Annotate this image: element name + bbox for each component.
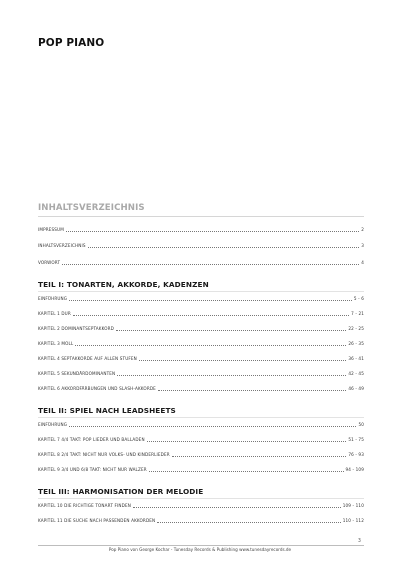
toc-entry-label: IMPRESSUM (38, 228, 64, 233)
part-heading-rule (38, 417, 364, 418)
toc-entry-page: 3 (361, 244, 364, 249)
toc-entry[interactable] (38, 323, 364, 332)
toc-entry-page: 26 - 35 (348, 342, 364, 347)
toc-entry[interactable] (38, 515, 364, 524)
toc-entry-label: EINFÜHRUNG (38, 297, 68, 302)
toc-heading: INHALTSVERZEICHNIS (38, 203, 145, 213)
footer-rule (38, 545, 364, 546)
toc-entry[interactable] (38, 240, 364, 249)
toc-entry[interactable] (38, 338, 364, 347)
leader-dots (147, 441, 347, 442)
toc-entry-label: KAPITEL 10 DIE RICHTIGE TONART FINDEN (38, 504, 131, 509)
toc-entry-page: 76 - 93 (348, 453, 364, 458)
toc-entry[interactable] (38, 257, 364, 266)
toc-entry-page: 22 - 25 (348, 327, 364, 332)
part-heading: TEIL III: HARMONISATION DER MELODIE (38, 487, 204, 496)
toc-entry-label: INHALTSVERZEICHNIS (38, 244, 86, 249)
leader-dots (88, 247, 360, 248)
leader-dots (117, 375, 346, 376)
toc-entry-label: KAPITEL 4 SEPTAKKORDE AUF ALLEN STUFEN (38, 357, 137, 362)
toc-entry[interactable] (38, 224, 364, 233)
leader-dots (149, 471, 344, 472)
leader-dots (158, 390, 346, 391)
toc-entry-label: KAPITEL 5 SEKUNDÄRDOMINANTEN (38, 372, 116, 377)
toc-entry[interactable] (38, 383, 364, 392)
toc-entry[interactable] (38, 434, 364, 443)
leader-dots (139, 360, 346, 361)
toc-entry-label: EINFÜHRUNG (38, 423, 68, 428)
toc-entry-page: 50 (358, 423, 364, 428)
toc-entry-label: KAPITEL 3 MOLL (38, 342, 74, 347)
toc-entry-label: VORWORT (38, 261, 61, 266)
part-heading: TEIL II: SPIEL NACH LEADSHEETS (38, 406, 176, 415)
page-number: 3 (358, 538, 361, 544)
leader-dots (69, 300, 352, 301)
leader-dots (172, 456, 347, 457)
part-heading-rule (38, 498, 364, 499)
leader-dots (69, 426, 356, 427)
toc-entry[interactable] (38, 353, 364, 362)
toc-entry-label: KAPITEL 2 DOMINANTSEPTAKKORD (38, 327, 114, 332)
leader-dots (133, 507, 341, 508)
toc-entry[interactable] (38, 419, 364, 428)
toc-entry-page: 2 (361, 228, 364, 233)
footer-credit: Pop Piano von George Kochar - Tunesday Records & Publishing www.tunesdayrecords.de (108, 548, 292, 553)
toc-entry-label: KAPITEL 1 DUR (38, 312, 71, 317)
toc-entry[interactable] (38, 500, 364, 509)
toc-entry-page: 51 - 75 (348, 438, 364, 443)
toc-entry[interactable] (38, 464, 364, 473)
toc-entry-page: 4 (361, 261, 364, 266)
leader-dots (116, 330, 346, 331)
toc-entry-label: KAPITEL 6 AKKORDFÄRBUNGEN UND SLASH-AKKORDE (38, 387, 156, 392)
toc-entry-label: KAPITEL 11 DIE SUCHE NACH PASSENDEN AKKORDEN (38, 519, 156, 524)
toc-entry-page: 7 - 21 (351, 312, 364, 317)
toc-entry-page: 36 - 41 (348, 357, 364, 362)
toc-entry-page: 94 - 109 (345, 468, 364, 473)
leader-dots (157, 522, 340, 523)
toc-entry-label: KAPITEL 9 3/4 UND 6/8 TAKT: NICHT NUR WALZER (38, 468, 147, 473)
leader-dots (75, 345, 346, 346)
leader-dots (73, 315, 349, 316)
book-title: POP PIANO (38, 37, 105, 49)
toc-entry[interactable] (38, 368, 364, 377)
leader-dots (66, 231, 359, 232)
toc-entry-page: 110 - 112 (342, 519, 364, 524)
toc-entry[interactable] (38, 449, 364, 458)
toc-entry-page: 5 - 6 (353, 297, 364, 302)
toc-entry[interactable] (38, 308, 364, 317)
toc-heading-rule (38, 216, 364, 217)
part-heading-rule (38, 291, 364, 292)
toc-entry-page: 42 - 45 (348, 372, 364, 377)
part-heading: TEIL I: TONARTEN, AKKORDE, KADENZEN (38, 280, 209, 289)
leader-dots (62, 264, 359, 265)
toc-entry-page: 46 - 49 (348, 387, 364, 392)
toc-entry[interactable] (38, 293, 364, 302)
toc-entry-label: KAPITEL 7 4/4 TAKT: POP LIEDER UND BALLADEN (38, 438, 145, 443)
toc-entry-page: 109 - 110 (342, 504, 364, 509)
toc-entry-label: KAPITEL 8 2/4 TAKT: NICHT NUR VOLKS- UND KINDERLIEDER (38, 453, 170, 458)
